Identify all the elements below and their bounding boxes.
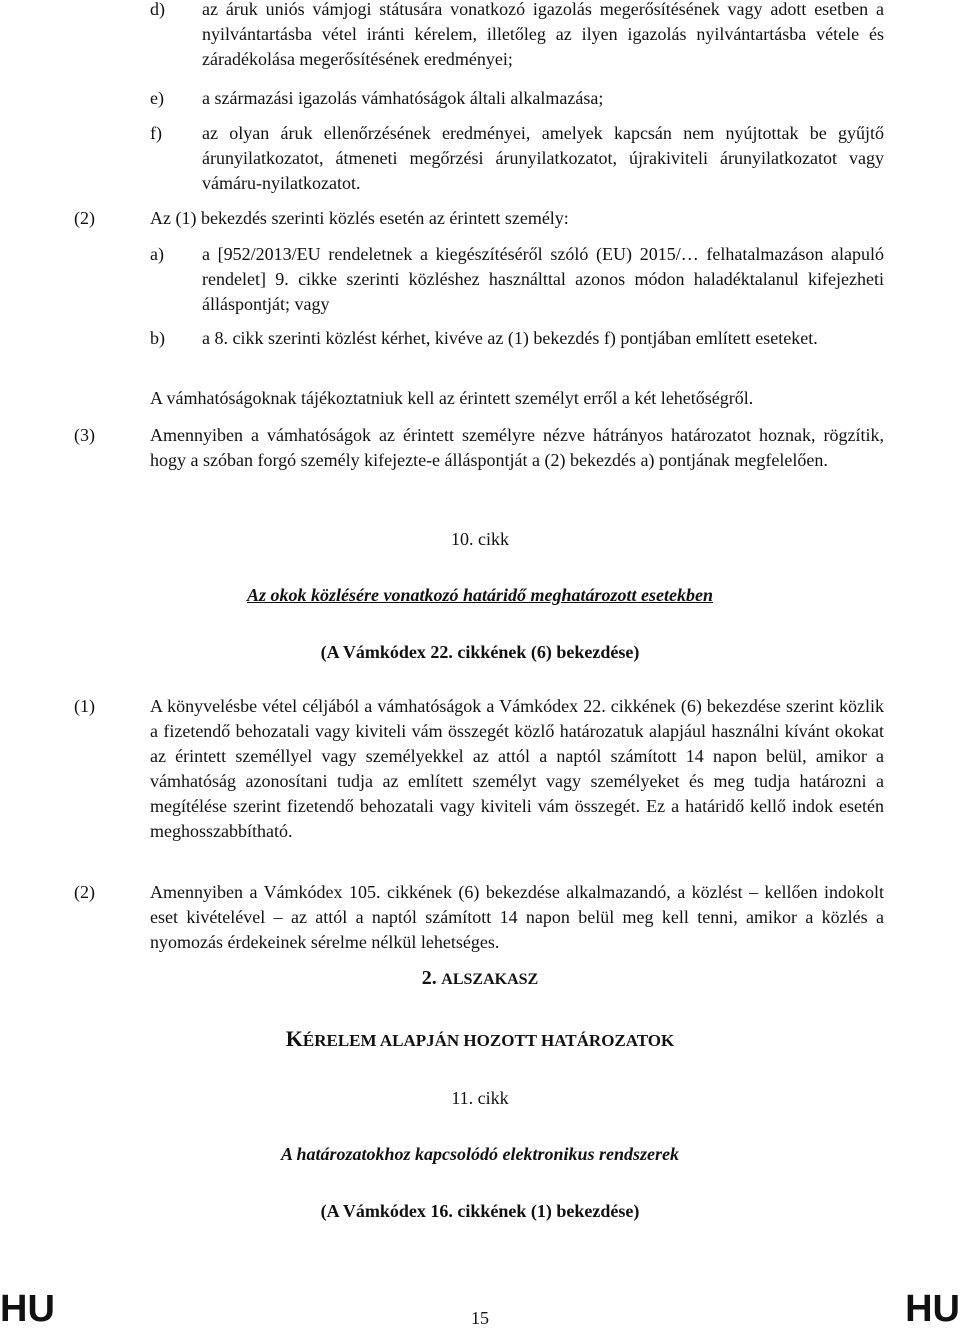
para-text-3: Amennyiben a vámhatóságok az érintett személyre nézve hátrányos határozatot hoznak, rögzítik, hogy a szóban forgó személy kifejezte-e álláspontját a (2) bekezdés a) pontjának megfelelően. [150, 425, 884, 470]
subitem-label-a: a) [150, 244, 164, 264]
footer-language-left: HU [0, 1288, 55, 1330]
article-10-number: 10. cikk [451, 529, 509, 549]
item-label-f: f) [150, 123, 162, 143]
article-10-ref: (A Vámkódex 22. cikkének (6) bekezdése) [320, 642, 640, 662]
item-text-d: az áruk uniós vámjogi státusára vonatkozó igazolás megerősítésének vagy adott esetben a nyilvántartásba vétel iránti kérelem, illetőleg az ilyen igazolás nyilvántartásba vétele és záradékolása megerősítésének eredményei; [202, 0, 884, 69]
item-label-d: d) [150, 0, 165, 19]
article-11-title: A határozatokhoz kapcsolódó elektronikus rendszerek [280, 1144, 680, 1164]
item-text-e: a származási igazolás vámhatóságok általi alkalmazása; [202, 88, 604, 108]
article-11-ref: (A Vámkódex 16. cikkének (1) bekezdése) [320, 1201, 640, 1221]
art10-para-label-2: (2) [74, 882, 95, 902]
subitem-text-b: a 8. cikk szerinti közlést kérhet, kivéve az (1) bekezdés f) pontjában említett eseteket. [202, 328, 818, 348]
subsection-title-rest: ÉRELEM ALAPJÁN HOZOTT HATÁROZATOK [302, 1031, 675, 1050]
art10-para-text-1: A könyvelésbe vétel céljából a vámhatóságok a Vámkódex 22. cikkének (6) bekezdése szerint közlik a fizetendő behozatali vagy kiviteli vám összegét közlő határozatuk alapjául használni kívánt okokat az érintett személlyel vagy személyekkel az attól a naptól számított 14 napon belül, amikor a vámhatóság azonosítani tudja az említett személyt vagy személyeket és meg tudja határozni a megítélése szerint fizetendő behozatali vagy kiviteli vám összegét. Ez a határidő kellő indok esetén meghosszabbítható. [150, 696, 884, 841]
art10-para-text-2: Amennyiben a Vámkódex 105. cikkének (6) bekezdése alkalmazandó, a közlést – kellően indokolt eset kivételével – az attól a naptól számított 14 napon belül meg kell tenni, amikor a közlés a nyomozás érdekeinek sérelme nélkül lehetséges. [150, 882, 884, 952]
item-label-e: e) [150, 88, 164, 108]
para-label-3: (3) [74, 425, 95, 445]
para-intro-2: Az (1) bekezdés szerinti közlés esetén az érintett személy: [150, 208, 569, 228]
page-number: 15 [471, 1308, 489, 1328]
subsection-title [0, 1026, 960, 1053]
article-10-title: Az okok közlésére vonatkozó határidő meghatározott esetekben [246, 585, 713, 605]
subsection-heading [0, 966, 960, 992]
art10-para-label-1: (1) [74, 696, 95, 716]
footer-language-right: HU [905, 1288, 960, 1330]
subitem-label-b: b) [150, 328, 165, 348]
para-label-2: (2) [74, 208, 95, 228]
item-text-f: az olyan áruk ellenőrzésének eredményei, amelyek kapcsán nem nyújtottak be gyűjtő árunyilatkozatot, átmeneti megőrzési árunyilatkozatot, újrakiviteli árunyilatkozatot vagy vámáru-nyilatkozatot. [202, 123, 884, 193]
article-11-number: 11. cikk [451, 1088, 509, 1108]
para-closing-2: A vámhatóságoknak tájékoztatniuk kell az érintett személyt erről a két lehetőségről. [150, 388, 754, 408]
subsection-title-initial: K [285, 1026, 303, 1051]
subsection-word: ALSZAKASZ [441, 971, 539, 988]
subitem-text-a: a [952/2013/EU rendeletnek a kiegészítéséről szóló (EU) 2015/… felhatalmazáson alapuló rendelet] 9. cikke szerinti közléshez használttal azonos módon haladéktalanul kifejezheti álláspontját; vagy [202, 244, 884, 314]
subsection-number: 2. [421, 967, 437, 989]
